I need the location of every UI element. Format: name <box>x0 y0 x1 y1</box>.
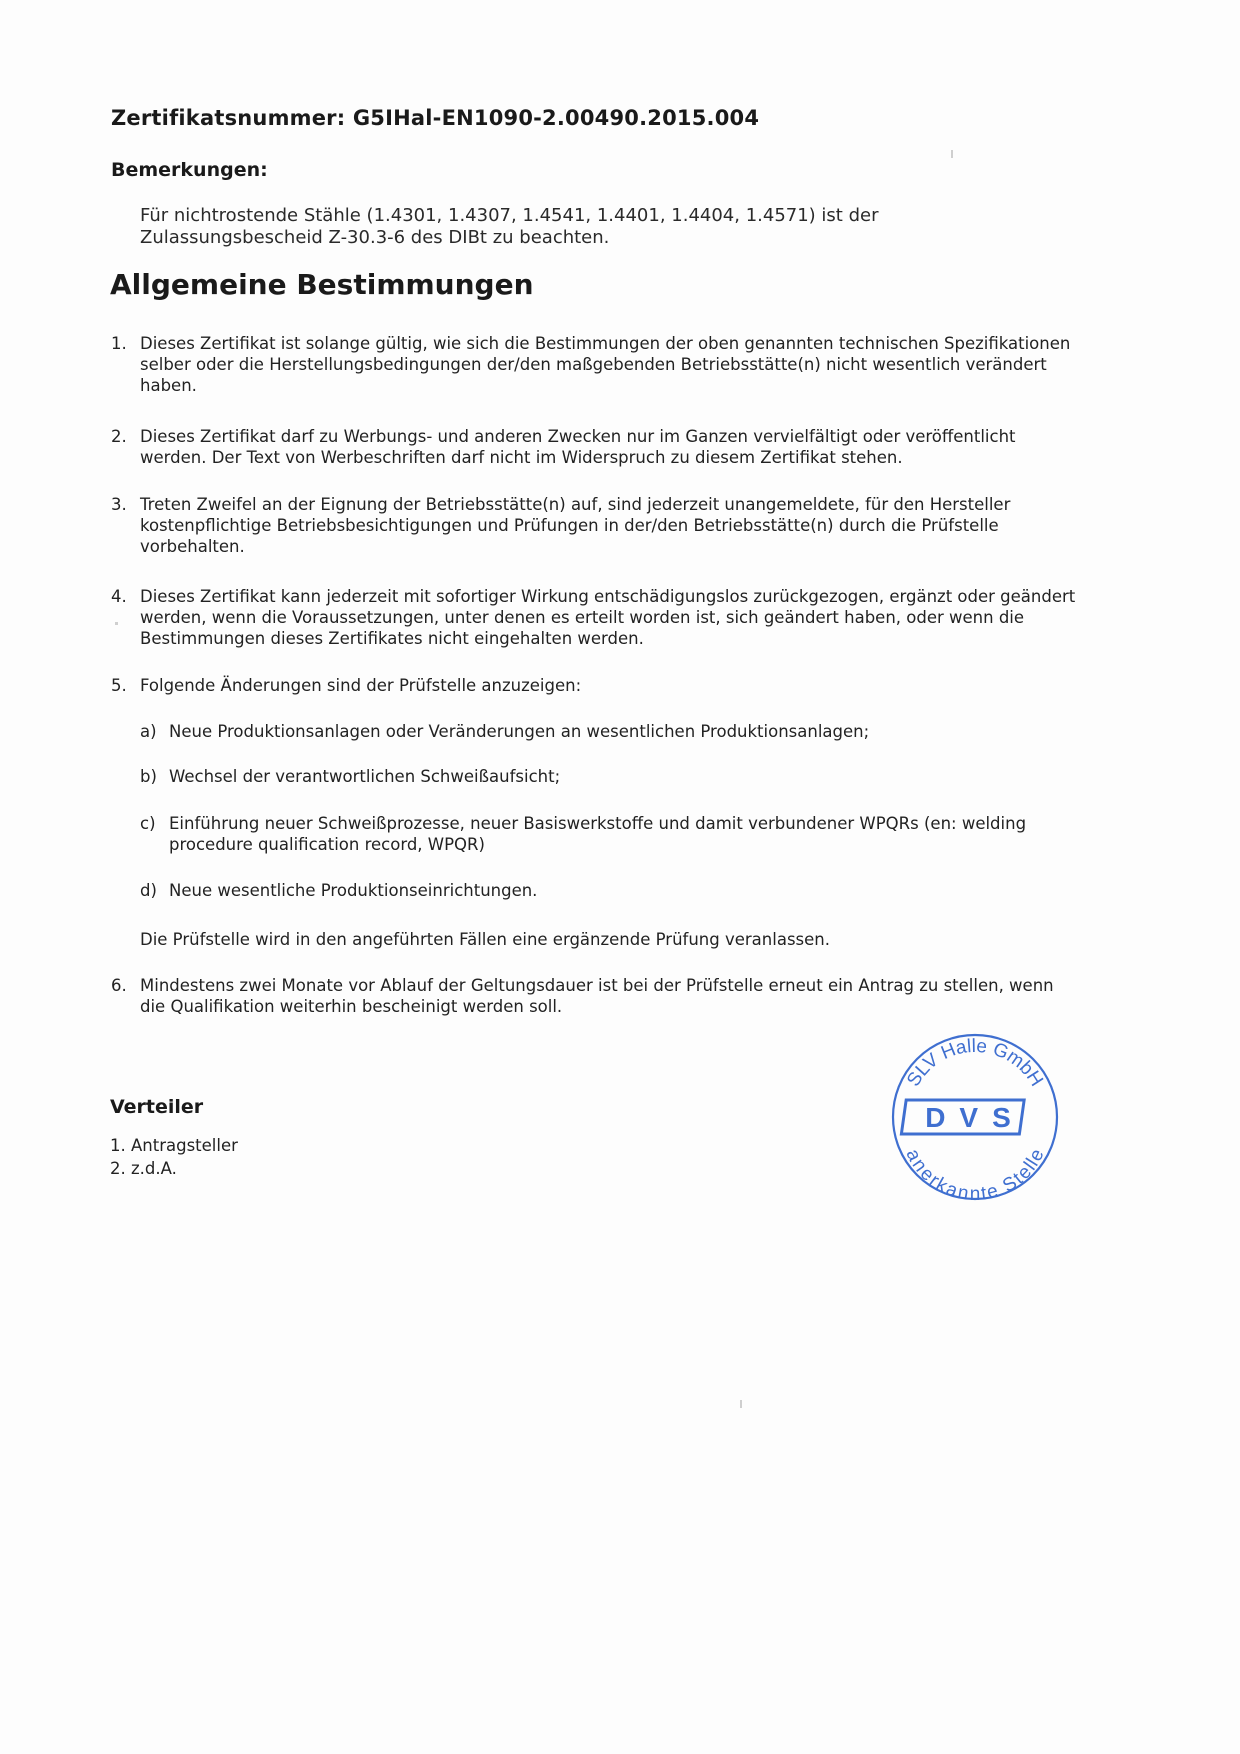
sub-item-line: Einführung neuer Schweißprozesse, neuer Basiswerkstoffe und damit verbundener WPQRs (en: welding <box>169 814 1027 833</box>
sub-item-letter: d) <box>140 881 157 900</box>
distribution-heading: Verteiler <box>110 1096 204 1118</box>
supplementary-test-note: Die Prüfstelle wird in den angeführten Fällen eine ergänzende Prüfung veranlassen. <box>140 930 830 949</box>
item-number: 2. <box>111 427 127 446</box>
item-line: Dieses Zertifikat kann jederzeit mit sofortiger Wirkung entschädigungslos zurückgezogen, ergänzt oder geändert <box>140 587 1076 606</box>
slv-halle-dvs-stamp <box>888 1030 1062 1204</box>
dvs-logo-text: DVS <box>925 1102 1025 1133</box>
item-number: 5. <box>111 676 127 695</box>
item-line: Folgende Änderungen sind der Prüfstelle anzuzeigen: <box>140 676 582 695</box>
item-text <box>140 426 1100 468</box>
remarks-text <box>140 205 960 249</box>
sub-item-letter: b) <box>140 767 157 786</box>
sub-item-text <box>169 721 1069 742</box>
remarks-heading: Bemerkungen: <box>111 159 268 181</box>
sub-item-text <box>169 766 1069 787</box>
remarks-line: Für nichtrostende Stähle (1.4301, 1.4307, 1.4541, 1.4401, 1.4404, 1.4571) ist der <box>140 205 879 226</box>
item-number: 3. <box>111 495 127 514</box>
scan-mark <box>951 150 953 158</box>
sub-item-letter: c) <box>140 814 156 833</box>
dvs-logo <box>901 1100 1024 1134</box>
item-line: werden. Der Text von Werbeschriften darf nicht im Widerspruch zu diesem Zertifikat stehen. <box>140 448 903 467</box>
item-line: werden, wenn die Voraussetzungen, unter denen es erteilt worden ist, sich geändert haben, oder wenn die <box>140 608 1025 627</box>
remarks-line: Zulassungsbescheid Z-30.3-6 des DIBt zu beachten. <box>140 227 610 248</box>
sub-item-line: Neue Produktionsanlagen oder Veränderungen an wesentlichen Produktionsanlagen; <box>169 722 870 741</box>
sub-item-text <box>169 880 1069 901</box>
distribution-entry: 1. Antragsteller <box>110 1136 238 1155</box>
item-number: 1. <box>111 334 127 353</box>
stamp-top-text: SLV Halle GmbH <box>903 1035 1047 1091</box>
item-line: vorbehalten. <box>140 537 245 556</box>
item-line: Treten Zweifel an der Eignung der Betriebsstätte(n) auf, sind jederzeit unangemeldete, für den Hersteller <box>140 495 1011 514</box>
sub-item-line: procedure qualification record, WPQR) <box>169 835 485 854</box>
scan-mark <box>740 1400 742 1408</box>
item-line: Mindestens zwei Monate vor Ablauf der Geltungsdauer ist bei der Prüfstelle erneut ein Antrag zu stellen, wenn <box>140 976 1054 995</box>
distribution-entry: 2. z.d.A. <box>110 1159 177 1178</box>
item-line: Bestimmungen dieses Zertifikates nicht eingehalten werden. <box>140 629 644 648</box>
item-text <box>140 494 1100 557</box>
item-line: Dieses Zertifikat ist solange gültig, wie sich die Bestimmungen der oben genannten technischen Spezifikationen <box>140 334 1071 353</box>
item-line: kostenpflichtige Betriebsbesichtigungen und Prüfungen in der/den Betriebsstätte(n) durch die Prüfstelle <box>140 516 999 535</box>
item-line: Dieses Zertifikat darf zu Werbungs- und anderen Zwecken nur im Ganzen vervielfältigt oder veröffentlicht <box>140 427 1016 446</box>
item-number: 4. <box>111 587 127 606</box>
stamp-bottom-text: anerkannte Stelle <box>901 1145 1049 1204</box>
sub-item-text <box>169 813 1069 855</box>
general-provisions-heading: Allgemeine Bestimmungen <box>110 268 534 301</box>
item-text <box>140 333 1100 396</box>
sub-item-line: Neue wesentliche Produktionseinrichtungen. <box>169 881 538 900</box>
certificate-number: Zertifikatsnummer: G5IHal-EN1090-2.00490.2015.004 <box>111 106 760 130</box>
item-number: 6. <box>111 976 127 995</box>
item-text <box>140 586 1100 649</box>
sub-item-line: Wechsel der verantwortlichen Schweißaufsicht; <box>169 767 561 786</box>
item-line: selber oder die Herstellungsbedingungen der/den maßgebenden Betriebsstätte(n) nicht wesentlich verändert <box>140 355 1047 374</box>
sub-item-letter: a) <box>140 722 157 741</box>
scan-mark <box>115 622 118 625</box>
item-line: die Qualifikation weiterhin bescheinigt werden soll. <box>140 997 563 1016</box>
item-line: haben. <box>140 376 197 395</box>
item-text <box>140 675 1100 696</box>
item-text <box>140 975 1100 1017</box>
distribution-list <box>110 1134 238 1180</box>
